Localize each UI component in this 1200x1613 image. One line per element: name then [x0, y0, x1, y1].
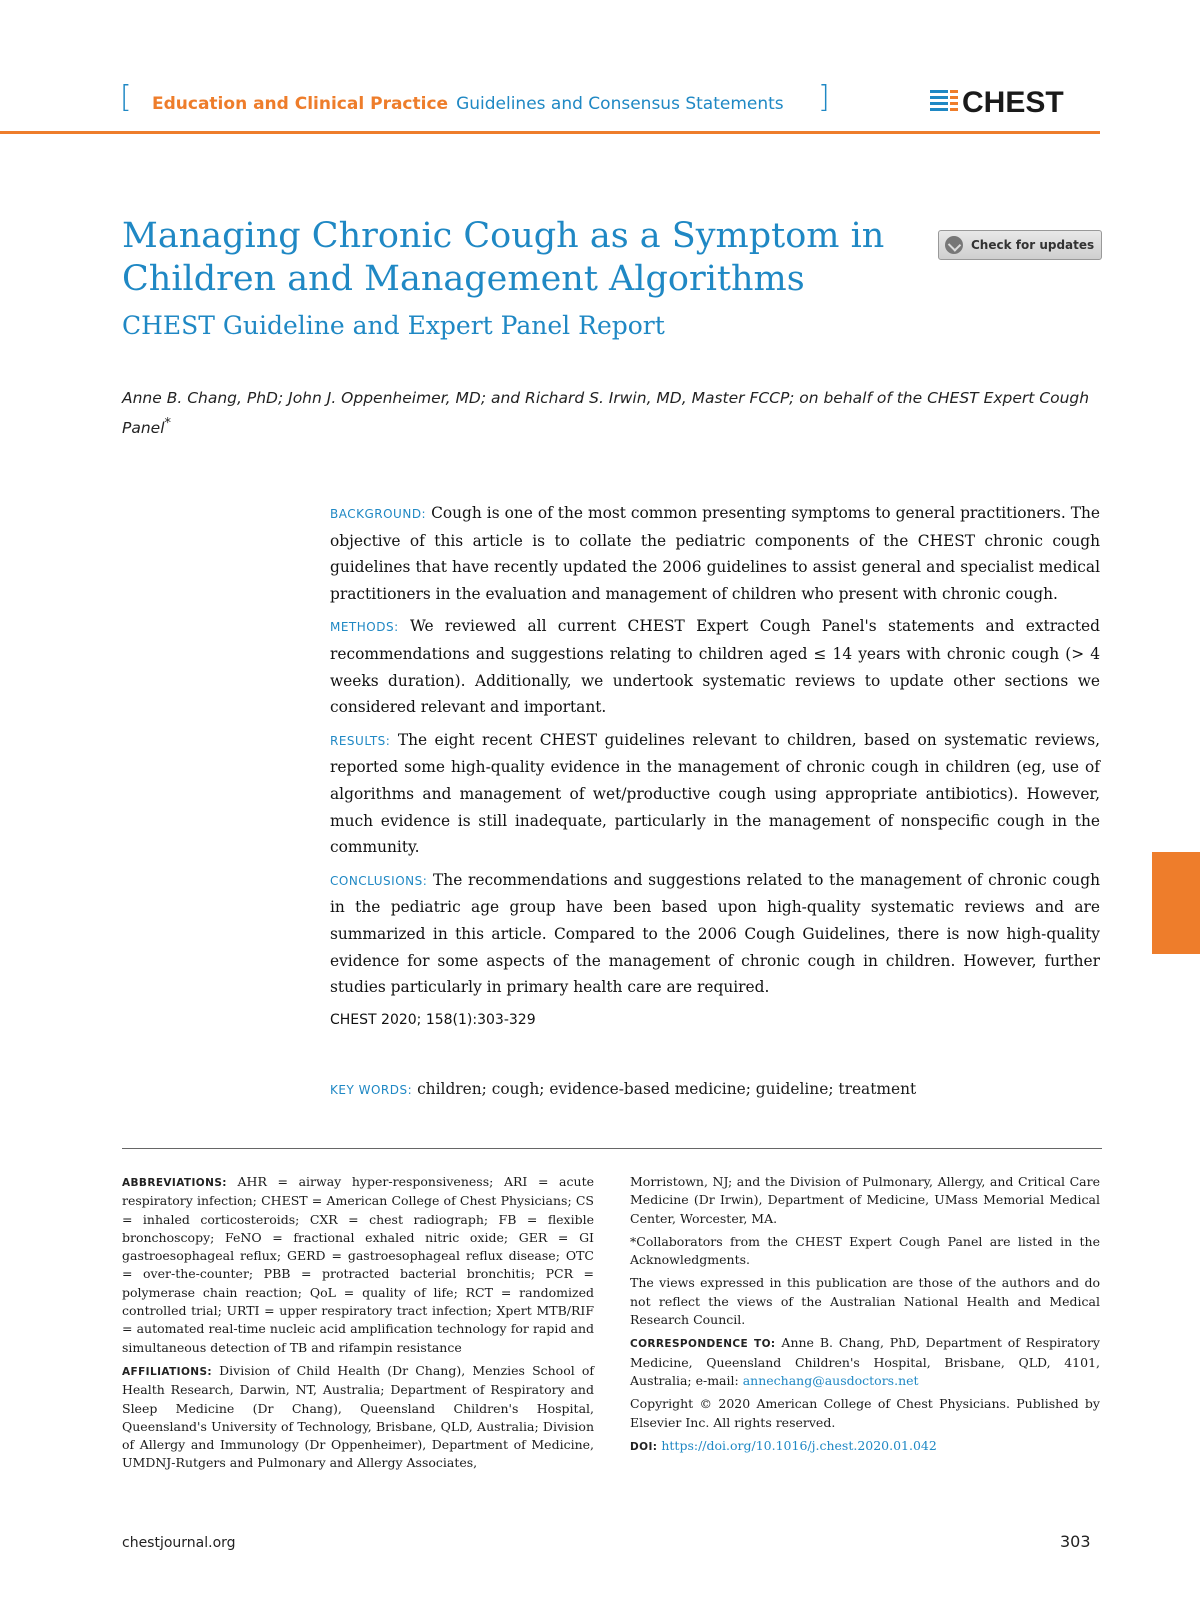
check-for-updates-button[interactable]	[938, 230, 1102, 260]
doi-label: DOI:	[630, 1440, 658, 1453]
abbreviations-label: ABBREVIATIONS:	[122, 1177, 227, 1189]
views-disclaimer: The views expressed in this publication are those of the authors and do not reflect the views of the Australian National Health and Medical Research Council.	[630, 1275, 1100, 1328]
affiliations-label: AFFILIATIONS:	[122, 1365, 213, 1378]
keywords-text: children; cough; evidence-based medicine; guideline; treatment	[417, 1080, 917, 1098]
footnote-rule	[122, 1148, 1102, 1149]
running-header	[120, 80, 840, 122]
methods-text: We reviewed all current CHEST Expert Cough Panel's statements and extracted recommendations and suggestions relating to children aged ≤ 14 years with chronic cough (> 4 weeks duration). Additionally, we undertook systematic reviews to update other sections we considered relevant and important.	[330, 617, 1100, 717]
keywords	[330, 1080, 1100, 1098]
header-section: Education and Clinical Practice	[152, 94, 449, 114]
abstract	[330, 500, 1100, 1039]
footnotes-right-column	[630, 1173, 1100, 1461]
footer-site[interactable]: chestjournal.org	[122, 1535, 236, 1551]
conclusions-text: The recommendations and suggestions related to the management of chronic cough in the pediatric age group have been based upon high-quality systematic reviews and are summarized in this article. Compared to the 2006 Cough Guidelines, there is now high-quality evidence for some aspects of the management of chronic cough in children. However, further studies particularly in primary health care are required.	[330, 870, 1100, 997]
header-bracket-open: [	[120, 80, 132, 115]
header-text	[152, 94, 784, 114]
affiliations	[122, 1362, 594, 1473]
background-text: Cough is one of the most common presenting symptoms to general practitioners. The objective of this article is to collate the pediatric components of the CHEST chronic cough guidelines that have recently updated the 2006 guidelines to assist general and specialist medical practitioners in the evaluation and management of children who present with chronic cough.	[330, 504, 1100, 603]
authors-footnote-mark: *	[164, 416, 171, 431]
section-edge-tab	[1152, 852, 1200, 954]
logo-wordmark: CHEST	[962, 86, 1064, 119]
background-label: BACKGROUND:	[330, 507, 427, 521]
abstract-background	[330, 500, 1100, 607]
correspondence-text: Anne B. Chang, PhD, Department of Respiratory Medicine, Queensland Children's Hospital, Brisbane, QLD, 4101, Australia; e-mail:	[630, 1335, 1100, 1388]
doi	[630, 1437, 1100, 1456]
abbreviations	[122, 1173, 594, 1357]
email-link[interactable]: annechang@ausdoctors.net	[742, 1372, 919, 1388]
results-text: The eight recent CHEST guidelines relevant to children, based on systematic reviews, reported some high-quality evidence in the management of chronic cough in children (eg, use of algorithms and management of wet/productive cough using appropriate antibiotics). However, much evidence is still inadequate, particularly in the management of nonspecific cough in the community.	[330, 730, 1100, 857]
chest-logo	[930, 80, 1080, 120]
copyright: Copyright © 2020 American College of Chest Physicians. Published by Elsevier Inc. All rights reserved.	[630, 1396, 1100, 1430]
methods-label: METHODS:	[330, 620, 399, 635]
correspondence-label: CORRESPONDENCE TO:	[630, 1338, 776, 1351]
conclusions-label: CONCLUSIONS:	[330, 873, 428, 888]
doi-link[interactable]: https://doi.org/10.1016/j.chest.2020.01.042	[661, 1437, 937, 1453]
collaborators-note: *Collaborators from the CHEST Expert Cough Panel are listed in the Acknowledgments.	[630, 1233, 1100, 1268]
header-rule	[0, 131, 1100, 134]
correspondence	[630, 1334, 1100, 1390]
abstract-methods	[330, 613, 1100, 720]
affiliations-continued: Morristown, NJ; and the Division of Pulmonary, Allergy, and Critical Care Medicine (Dr Irwin), Department of Medicine, UMass Memorial Medical Center, Worcester, MA.	[630, 1174, 1100, 1226]
page-number: 303	[1060, 1532, 1091, 1551]
check-icon	[945, 236, 963, 254]
article-title: Managing Chronic Cough as a Symptom in Children and Management Algorithms	[122, 216, 885, 299]
footnotes-left-column	[122, 1173, 594, 1478]
citation: CHEST 2020; 158(1):303-329	[330, 1011, 536, 1028]
header-subsection: Guidelines and Consensus Statements	[456, 94, 784, 114]
abbreviations-text: AHR = airway hyper-responsiveness; ARI = acute respiratory infection; CHEST = American College of Chest Physicians; CS = inhaled corticosteroids; CXR = chest radiograph; FB = flexible bronchoscopy; FeNO = fractional exhaled nitric oxide; GER = GI gastroesophageal reflux; GERD = gastroesophageal reflux disease; OTC = over-the-counter; PBB = protracted bacterial bronchitis; PCR = polymerase chain reaction; QoL = quality of life; RCT = randomized controlled trial; URTI = upper respiratory tract infection; Xpert MTB/RIF = automated real-time nucleic acid amplification technology for rapid and simultaneous detection of TB and rifampin resistance	[122, 1174, 594, 1355]
check-for-updates-label: Check for updates	[971, 238, 1095, 252]
logo-mark-icon	[930, 90, 958, 111]
abstract-results	[330, 727, 1100, 861]
affiliations-text: Division of Child Health (Dr Chang), Menzies School of Health Research, Darwin, NT, Australia; Department of Respiratory and Sleep Medicine (Dr Chang), Queensland Children's Hospital, Queensland's University of Technology, Brisbane, QLD, Australia; Division of Allergy and Immunology (Dr Oppenheimer), Department of Medicine, UMDNJ-Rutgers and Pulmonary and Allergy Associates,	[122, 1362, 594, 1471]
header-bracket-close: ]	[818, 80, 830, 115]
article-subtitle: CHEST Guideline and Expert Panel Report	[122, 311, 665, 340]
author-list	[122, 386, 1102, 441]
authors-text: Anne B. Chang, PhD; John J. Oppenheimer, MD; and Richard S. Irwin, MD, Master FCCP; on behalf of the CHEST Expert Cough Panel	[122, 389, 1090, 438]
keywords-label: KEY WORDS:	[330, 1083, 413, 1097]
abstract-conclusions	[330, 867, 1100, 1001]
results-label: RESULTS:	[330, 733, 391, 748]
